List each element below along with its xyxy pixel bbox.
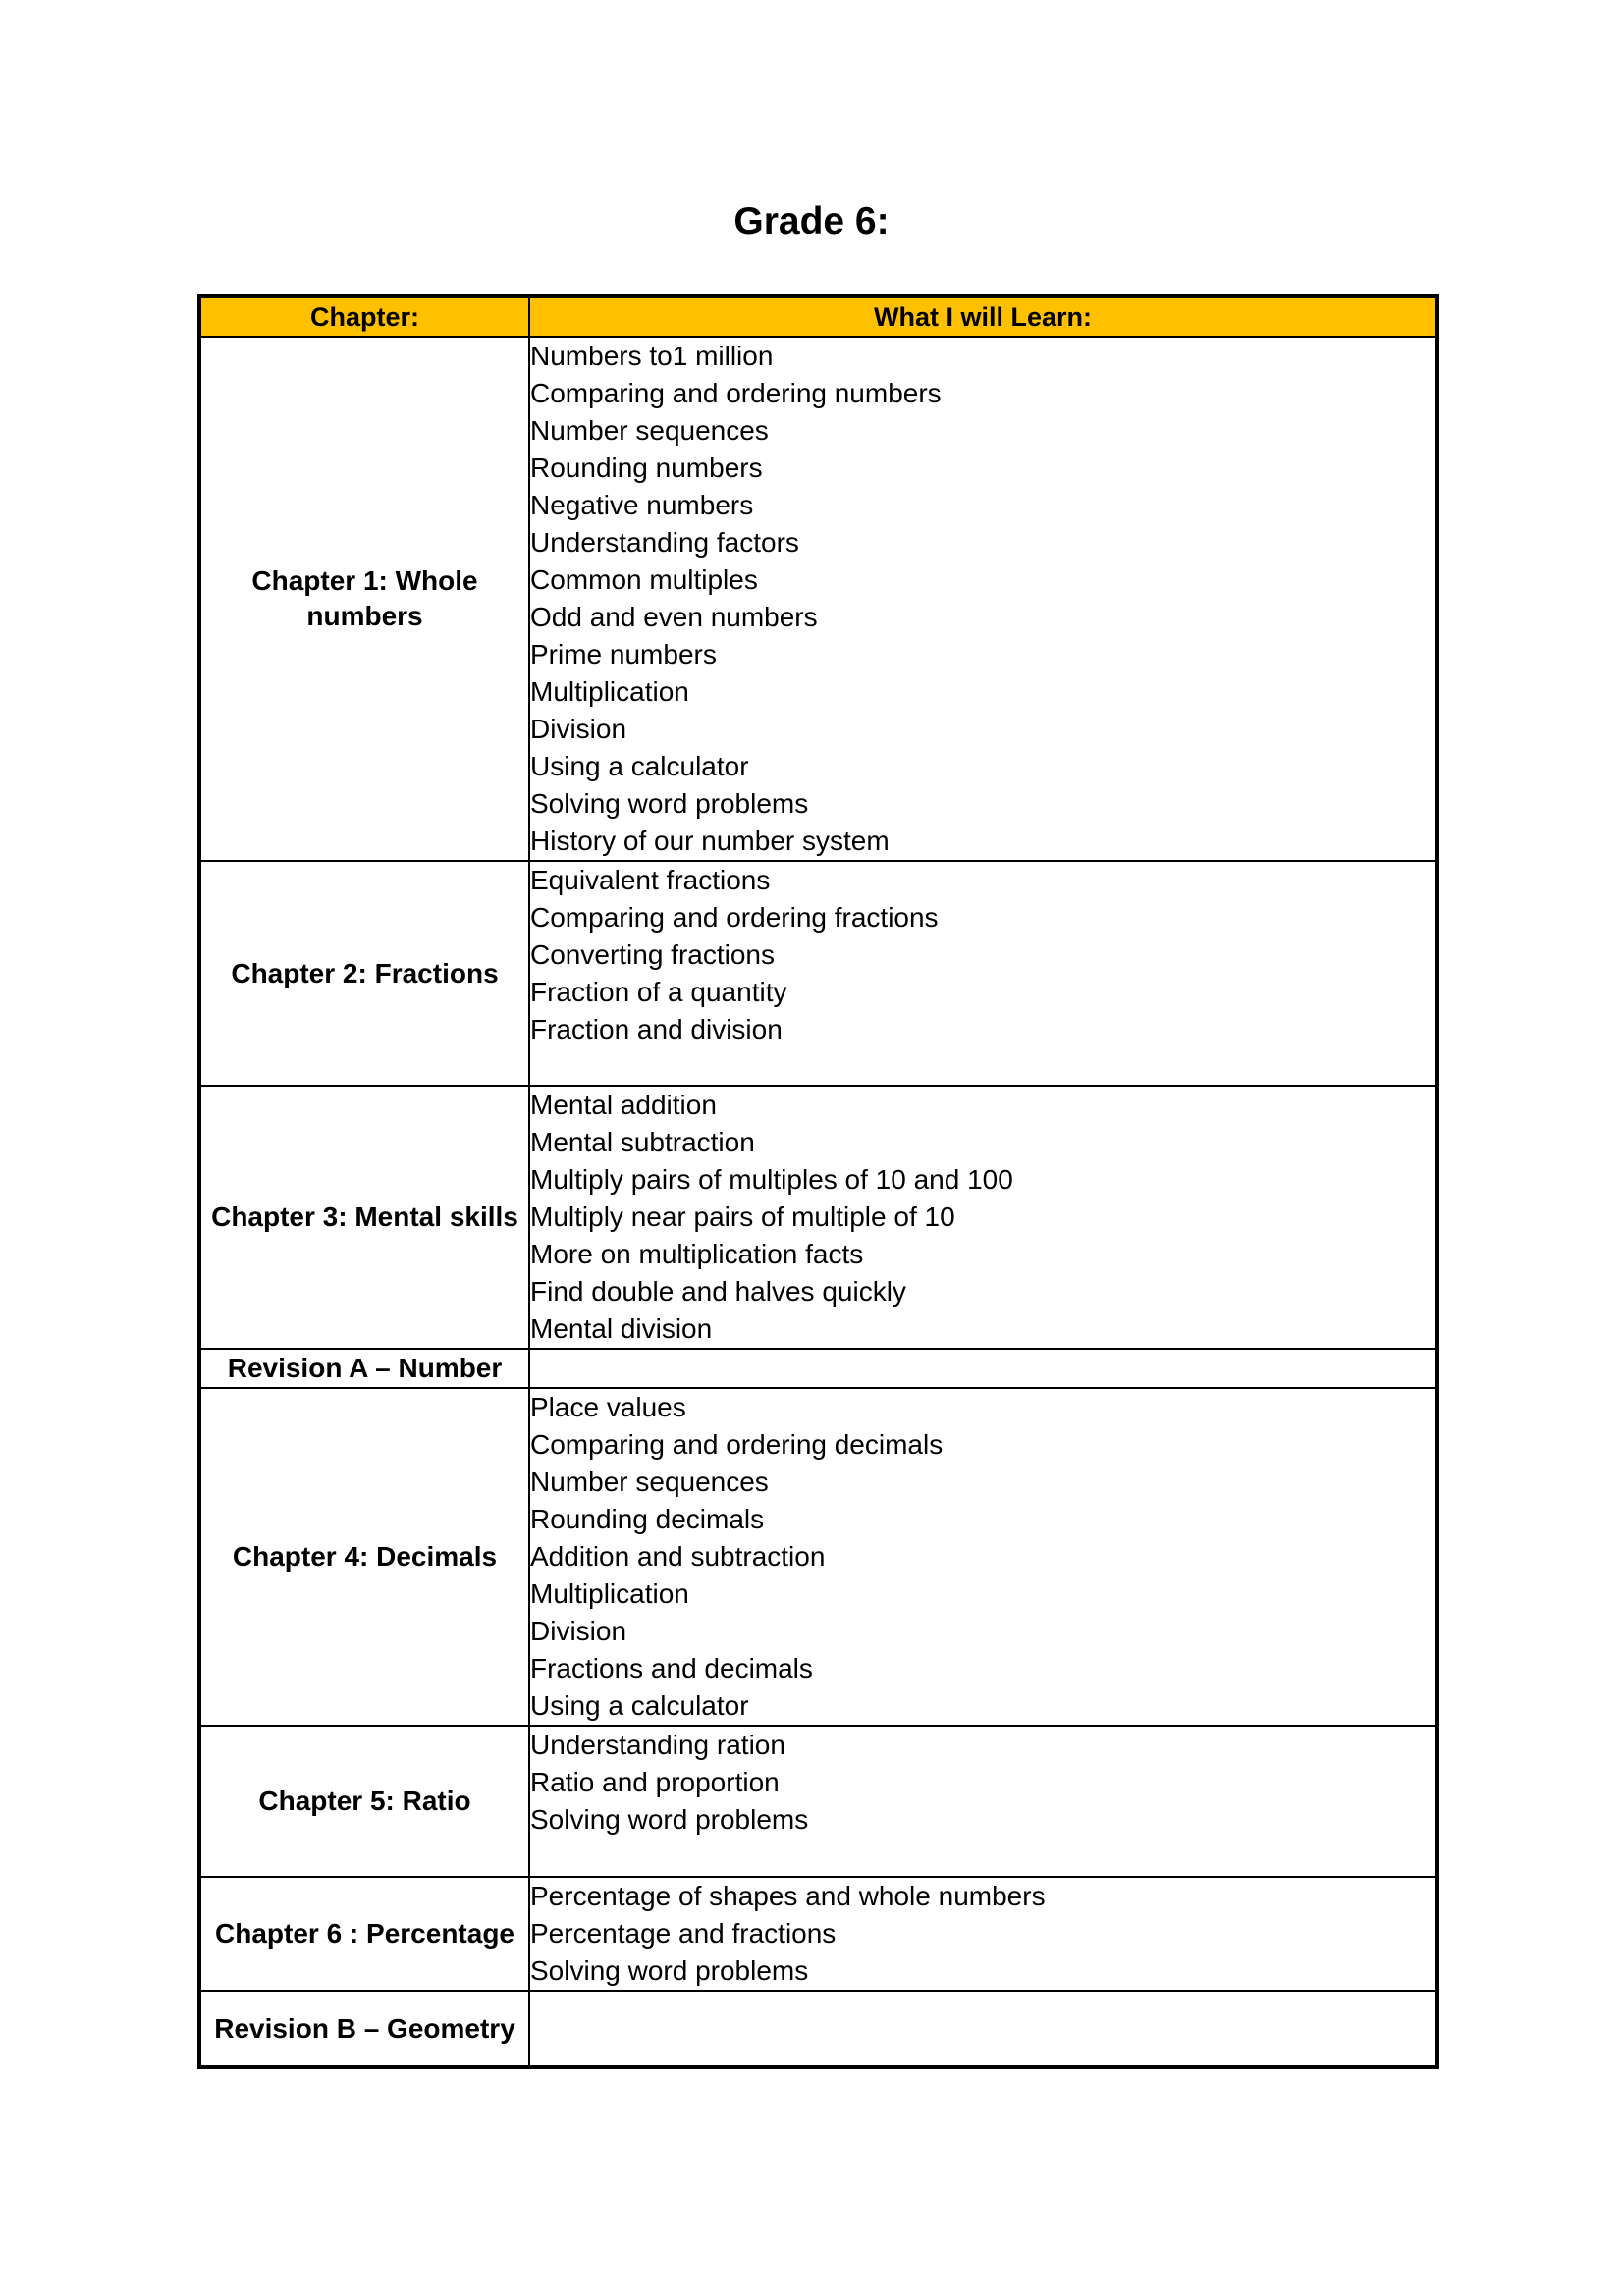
list-item: Numbers to1 million <box>530 341 774 371</box>
list-item: Number sequences <box>530 1467 769 1497</box>
list-item: Division <box>530 1616 627 1646</box>
list-item: Place values <box>530 1392 686 1422</box>
table-row-chapter-6 <box>199 1877 1437 1991</box>
header-what-i-will-learn: What I will Learn: <box>529 296 1437 337</box>
list-item: Multiplication <box>530 676 689 707</box>
chapter-cell: Chapter 1: Whole numbers <box>199 337 529 861</box>
list-item: Odd and even numbers <box>530 602 818 632</box>
list-item: Percentage and fractions <box>530 1918 837 1949</box>
list-item: Common multiples <box>530 564 758 595</box>
topics-cell <box>529 861 1437 1086</box>
list-item: Find double and halves quickly <box>530 1276 906 1307</box>
topics-cell <box>529 1877 1437 1991</box>
list-item: Understanding factors <box>530 527 799 558</box>
list-item: Solving word problems <box>530 788 809 819</box>
list-item: Comparing and ordering decimals <box>530 1429 944 1460</box>
list-item: Multiply near pairs of multiple of 10 <box>530 1201 955 1232</box>
list-item: Rounding decimals <box>530 1504 765 1534</box>
list-item: Comparing and ordering numbers <box>530 378 942 408</box>
list-item: Number sequences <box>530 415 769 446</box>
topic-list <box>530 1878 1435 1990</box>
list-item: Solving word problems <box>530 1804 809 1835</box>
list-item: Addition and subtraction <box>530 1541 826 1572</box>
list-item: Equivalent fractions <box>530 865 771 895</box>
table-row-chapter-3 <box>199 1086 1437 1349</box>
list-item: Mental addition <box>530 1090 717 1120</box>
chapter-cell: Chapter 2: Fractions <box>199 861 529 1086</box>
table-row-chapter-2 <box>199 861 1437 1086</box>
chapter-cell: Chapter 6 : Percentage <box>199 1877 529 1991</box>
table-row-revision-b <box>199 1991 1437 2067</box>
table-row-revision-a <box>199 1349 1437 1388</box>
list-item: More on multiplication facts <box>530 1239 864 1269</box>
list-item: Division <box>530 714 627 744</box>
list-item: Fraction and division <box>530 1014 783 1044</box>
list-item: Solving word problems <box>530 1955 809 1986</box>
topics-cell <box>529 1991 1437 2067</box>
topics-cell <box>529 1086 1437 1349</box>
list-item: Ratio and proportion <box>530 1767 780 1797</box>
topic-list <box>530 1389 1435 1725</box>
topics-cell <box>529 1349 1437 1388</box>
topic-list <box>530 1087 1435 1348</box>
list-item: Mental subtraction <box>530 1127 755 1157</box>
list-item: Fractions and decimals <box>530 1653 813 1683</box>
table-row-chapter-5 <box>199 1726 1437 1877</box>
chapter-cell: Revision A – Number <box>199 1349 529 1388</box>
chapter-cell: Chapter 4: Decimals <box>199 1388 529 1726</box>
topic-list <box>530 862 1435 1048</box>
topics-cell <box>529 1726 1437 1877</box>
chapter-cell: Chapter 5: Ratio <box>199 1726 529 1877</box>
header-chapter: Chapter: <box>199 296 529 337</box>
list-item: Negative numbers <box>530 490 754 520</box>
topic-list <box>530 338 1435 860</box>
list-item: Multiplication <box>530 1578 689 1609</box>
list-item: Using a calculator <box>530 1690 749 1721</box>
list-item: Comparing and ordering fractions <box>530 902 939 933</box>
list-item: Prime numbers <box>530 639 717 669</box>
table-header-row <box>199 296 1437 337</box>
list-item: History of our number system <box>530 826 890 856</box>
chapter-cell: Revision B – Geometry <box>199 1991 529 2067</box>
list-item: Percentage of shapes and whole numbers <box>530 1881 1046 1911</box>
topics-cell <box>529 337 1437 861</box>
curriculum-table <box>197 294 1439 2069</box>
list-item: Mental division <box>530 1313 713 1344</box>
topics-cell <box>529 1388 1437 1726</box>
list-item: Converting fractions <box>530 939 776 970</box>
list-item: Using a calculator <box>530 751 749 781</box>
table-row-chapter-4 <box>199 1388 1437 1726</box>
topic-list <box>530 1727 1435 1839</box>
chapter-cell: Chapter 3: Mental skills <box>199 1086 529 1349</box>
list-item: Multiply pairs of multiples of 10 and 100 <box>530 1164 1013 1195</box>
page-title: Grade 6: <box>733 200 890 242</box>
list-item: Rounding numbers <box>530 453 763 483</box>
list-item: Fraction of a quantity <box>530 977 787 1007</box>
table-row-chapter-1 <box>199 337 1437 861</box>
list-item: Understanding ration <box>530 1730 785 1760</box>
